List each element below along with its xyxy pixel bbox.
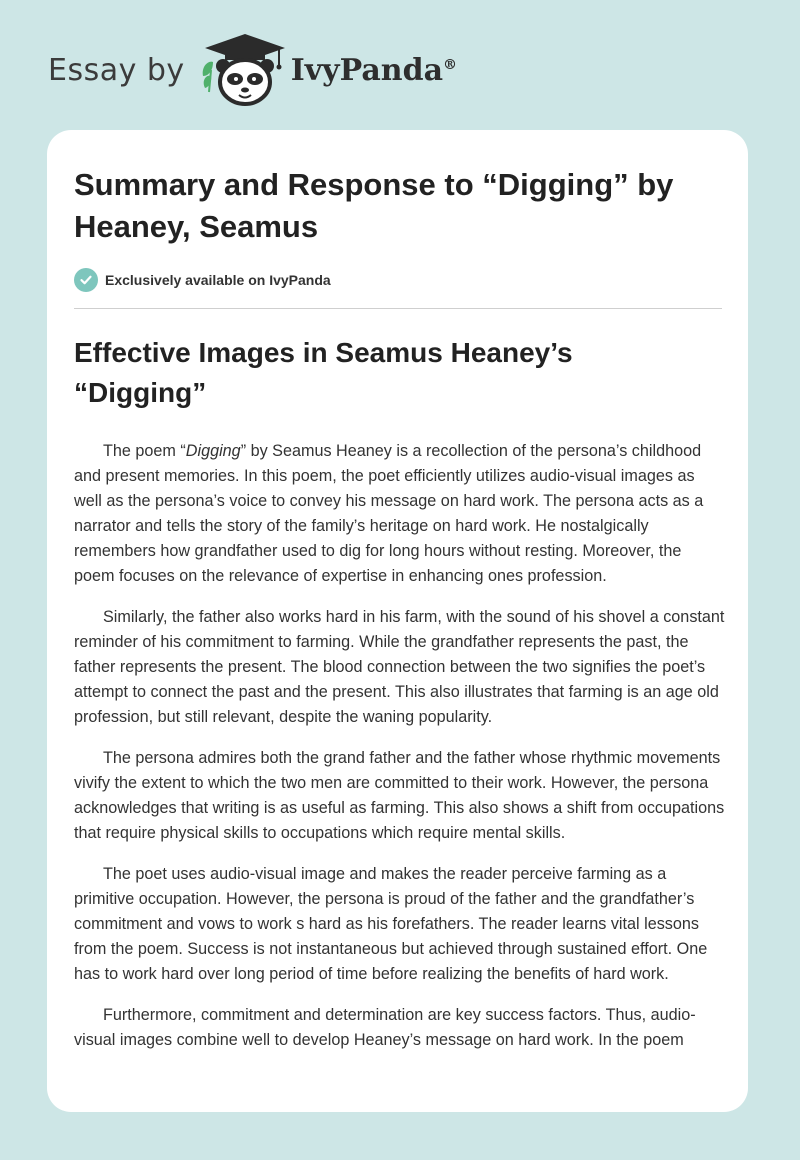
paragraph-5: Furthermore, commitment and determination are key success factors. Thus, audio-visual images combine well to develop Heaney’s message on hard work. In the poem (74, 1006, 696, 1049)
section-heading: Effective Images in Seamus Heaney’s “Digging” (74, 337, 573, 408)
exclusive-label: Exclusively available on IvyPanda (105, 272, 331, 288)
check-circle-icon (74, 268, 98, 292)
essay-card (47, 130, 748, 1112)
poem-title-italic: Digging (185, 442, 241, 460)
divider (74, 308, 722, 309)
registered-mark: ® (443, 56, 458, 73)
paragraph-4: The poet uses audio-visual image and makes the reader perceive farming as a primitive occupation. However, the persona is proud of the father and the grandfather’s commitment and vows to work s hard as his forefathers. The reader learns vital lessons from the poem. Success is not instantaneous but achieved through sustained effort. One has to work hard over long period of time before realizing the benefits of hard work. (74, 865, 708, 983)
paragraph-3: The persona admires both the grand father and the father whose rhythmic movements vivify the extent to which the two men are committed to their work. However, the persona acknowledges that writing is as useful as farming. This also shows a shift from occupations that require physical skills to occupations which require mental skills. (74, 749, 725, 842)
essay-title: Summary and Response to “Digging” by Heaney, Seamus (74, 167, 674, 244)
brand-name: IvyPanda® (290, 52, 458, 88)
exclusive-badge (74, 266, 722, 294)
paragraph-1: The poem “Digging” by Seamus Heaney is a recollection of the persona’s childhood and present memories. In this poem, the poet efficiently utilizes audio-visual images as well as the persona’s voice to convey his message on hard work. The persona acts as a narrator and tells the story of the family’s heritage on hard work. He nostalgically remembers how grandfather used to dig for long hours without resting. Moreover, the poem focuses on the relevance of expertise in enhancing ones profession. (74, 442, 704, 585)
panda-logo-icon (199, 32, 285, 108)
site-header-logo[interactable] (48, 30, 457, 110)
essay-by-label: Essay by (48, 52, 185, 88)
paragraph-2: Similarly, the father also works hard in his farm, with the sound of his shovel a constant reminder of his commitment to farming. While the grandfather represents the past, the father represents the present. The blood connection between the two signifies the poet’s attempt to connect the past and the present. This also illustrates that farming is an age old profession, but still relevant, despite the waning popularity. (74, 608, 725, 726)
